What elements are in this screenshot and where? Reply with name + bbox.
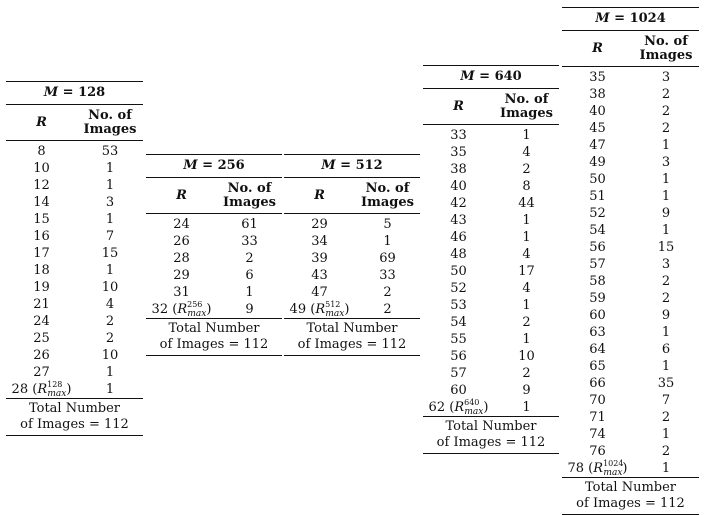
table-row [6,160,143,177]
col-count-line2: Images [223,194,276,210]
table-row [284,216,420,233]
col-count-header [217,178,282,213]
bottom-rule [423,453,559,454]
r-max-value: 78 [567,461,585,476]
cell-count: 1 [105,212,115,227]
col-count-line2: Images [639,47,693,63]
m-symbol: M [183,158,198,173]
cell-count: 1 [522,230,531,245]
cell-count: 1 [105,178,115,193]
col-count-line1: No. of [504,91,549,107]
table-m256 [146,154,282,356]
m-symbol: M [43,85,59,100]
cell-r: 51 [589,189,606,204]
cell-count: 9 [522,383,531,398]
m-symbol: M [595,11,610,26]
table-row [562,341,699,358]
table-row-max [284,301,420,318]
table-row [423,365,559,382]
table-row [562,222,699,239]
table-m512 [284,154,420,356]
table-row [562,375,699,392]
table-row [6,245,143,262]
col-count-header [633,31,699,66]
table-row [562,256,699,273]
cell-count: 69 [379,251,396,266]
col-count-line1: No. of [227,180,272,196]
total-footer [284,319,420,355]
cell-r: 16 [33,229,50,244]
cell-r: 40 [450,179,467,194]
table-row [6,177,143,194]
cell-r: 60 [589,308,606,323]
cell-count-max: 1 [661,461,671,476]
column-header [6,105,143,140]
table-row [423,348,559,365]
cell-count: 61 [241,217,258,232]
cell-r: 34 [311,234,328,249]
cell-r: 55 [450,332,467,347]
column-header [284,178,420,213]
cell-r: 50 [450,264,467,279]
cell-count: 44 [518,196,535,211]
cell-r: 31 [173,285,190,300]
cell-count: 2 [661,104,671,119]
cell-r: 56 [589,240,606,255]
cell-r: 35 [589,70,606,85]
table-row [562,103,699,120]
column-header [146,178,282,213]
cell-count: 15 [101,246,119,261]
cell-r: 8 [37,144,46,159]
r-max-sup: 128 [47,380,63,389]
table-row [6,143,143,160]
table-row [6,296,143,313]
cell-r: 60 [450,383,467,398]
cell-count: 5 [383,217,392,232]
cell-r-max: 49 $(R^{512}_{max})$ [289,300,350,319]
cell-count: 1 [105,263,115,278]
cell-count-max: 1 [105,382,115,397]
cell-count: 9 [661,308,671,323]
cell-count: 2 [661,274,671,289]
r-max-sup: 512 [325,300,341,309]
r-max-sub: max [47,389,67,399]
r-max-value: 28 [11,382,29,397]
total-line1: Total Number [168,321,260,336]
cell-count: 9 [661,206,671,221]
table-row [423,144,559,161]
table-row [6,313,143,330]
table-m128 [6,81,143,436]
cell-r: 26 [173,234,190,249]
cell-r: 74 [589,427,606,442]
cell-r: 14 [33,195,50,210]
col-count-line2: Images [500,105,553,121]
cell-count: 1 [383,234,392,249]
m-symbol: M [321,158,336,173]
cell-count: 2 [661,121,671,136]
cell-r: 59 [589,291,606,306]
cell-count: 35 [657,376,675,391]
cell-count-max: 1 [522,400,531,415]
col-r-header: R [36,115,47,130]
cell-r: 12 [33,178,50,193]
col-count-line2: Images [83,121,137,137]
cell-r: 49 [589,155,606,170]
total-line1: Total Number [584,480,677,495]
cell-r: 18 [33,263,50,278]
r-max-sub: max [464,407,484,417]
cell-count: 3 [105,195,115,210]
table-row [423,263,559,280]
cell-r-max: 28 $(R^{128}_{max})$ [11,380,72,399]
r-max-value: 49 [289,302,307,317]
table-row [284,284,420,301]
cell-count: 2 [105,314,115,329]
col-count-line1: No. of [644,33,688,49]
cell-r: 45 [589,121,606,136]
table-body [6,141,143,398]
cell-r: 26 [33,348,50,363]
r-max-sup: 1024 [603,459,624,468]
table-row [146,267,282,284]
cell-r: 15 [33,212,50,227]
cell-r: 57 [450,366,467,381]
m-value: = 128 [62,85,106,100]
m-header [6,82,143,104]
cell-r: 40 [589,104,606,119]
table-row [284,233,420,250]
cell-count: 2 [105,331,115,346]
col-r-header: R [592,41,603,56]
cell-r: 17 [33,246,50,261]
table-row [6,211,143,228]
cell-r: 71 [589,410,606,425]
table-row [423,382,559,399]
cell-r: 46 [450,230,467,245]
cell-count: 4 [105,297,115,312]
col-r-header: R [176,188,187,203]
r-max-symbol: R [177,302,188,317]
table-m640 [423,65,559,454]
cell-r: 21 [33,297,50,312]
m-header [284,155,420,177]
cell-count: 33 [379,268,396,283]
r-max-symbol: R [593,461,604,476]
table-row [6,279,143,296]
table-row-max [6,381,143,398]
col-count-line1: No. of [88,107,132,123]
col-count-header [77,105,143,140]
r-max-sup: 256 [187,300,203,309]
cell-count: 1 [661,172,671,187]
m-value: = 1024 [614,11,666,26]
total-line2: of Images = 112 [436,435,546,450]
cell-count-max: 2 [383,302,392,317]
table-row [562,324,699,341]
cell-count: 1 [522,298,531,313]
table-row [284,267,420,284]
cell-count: 1 [522,128,531,143]
cell-r: 64 [589,342,606,357]
table-row [423,280,559,297]
cell-count: 1 [661,189,671,204]
cell-r-max: 62 $(R^{640}_{max})$ [428,398,489,417]
cell-r: 33 [450,128,467,143]
r-max-sup: 640 [464,398,480,407]
cell-r: 25 [33,331,50,346]
table-row [423,314,559,331]
cell-count: 6 [661,342,671,357]
cell-r: 58 [589,274,606,289]
cell-count: 1 [245,285,254,300]
m-value: = 640 [479,69,522,84]
cell-count: 1 [661,325,671,340]
cell-r: 35 [450,145,467,160]
r-max-symbol: R [37,382,48,397]
cell-r: 76 [589,444,606,459]
m-value: = 512 [340,158,383,173]
cell-count: 1 [522,332,531,347]
m-header [423,66,559,88]
total-footer [6,399,143,435]
column-header [562,31,699,66]
cell-count: 2 [522,315,531,330]
total-line2: of Images = 112 [159,337,269,352]
r-max-sub: max [325,309,345,319]
m-value: = 256 [202,158,245,173]
cell-count: 3 [661,155,671,170]
cell-count: 3 [661,70,671,85]
cell-r-max: 32 $(R^{256}_{max})$ [151,300,212,319]
table-body [146,214,282,318]
table-row [423,161,559,178]
cell-count: 10 [101,348,119,363]
table-row [562,409,699,426]
table-row [146,216,282,233]
table-row [562,154,699,171]
cell-r: 27 [33,365,50,380]
cell-count: 8 [522,179,531,194]
table-row-max [146,301,282,318]
cell-r: 53 [450,298,467,313]
cell-r: 24 [33,314,50,329]
cell-r: 29 [173,268,190,283]
cell-count: 15 [657,240,675,255]
cell-count: 3 [661,257,671,272]
cell-r: 43 [311,268,328,283]
cell-r: 38 [450,162,467,177]
cell-count: 1 [661,138,671,153]
cell-r: 47 [311,285,328,300]
cell-count: 2 [522,366,531,381]
table-row [562,273,699,290]
cell-r: 39 [311,251,328,266]
table-row [423,195,559,212]
cell-count: 17 [518,264,535,279]
cell-count: 4 [522,281,531,296]
table-row [146,250,282,267]
table-row [562,239,699,256]
cell-count: 4 [522,247,531,262]
table-row [146,233,282,250]
cell-r: 52 [589,206,606,221]
table-row [562,137,699,154]
total-line1: Total Number [445,419,537,434]
cell-count-max: 9 [245,302,254,317]
cell-count: 2 [522,162,531,177]
cell-r: 50 [589,172,606,187]
r-max-symbol: R [315,302,326,317]
cell-count: 10 [518,349,535,364]
table-row [423,331,559,348]
table-row [562,86,699,103]
cell-count: 2 [245,251,254,266]
table-row [562,290,699,307]
table-row [423,246,559,263]
total-line2: of Images = 112 [297,337,407,352]
total-footer [423,417,559,453]
table-row [6,262,143,279]
total-footer [562,478,699,514]
col-r-header: R [314,188,325,203]
cell-r: 19 [33,280,50,295]
cell-count: 2 [661,291,671,306]
cell-r: 24 [173,217,190,232]
r-max-sub: max [187,309,207,319]
r-max-symbol: R [454,400,465,415]
table-row [423,212,559,229]
r-max-value: 62 [428,400,446,415]
table-row [6,228,143,245]
cell-r: 28 [173,251,190,266]
m-header [146,155,282,177]
total-line2: of Images = 112 [576,496,685,511]
bottom-rule [146,355,282,356]
table-row [6,330,143,347]
cell-r: 54 [589,223,606,238]
total-line1: Total Number [306,321,398,336]
cell-count: 1 [661,223,671,238]
cell-count: 7 [105,229,115,244]
table-row [6,364,143,381]
cell-r: 29 [311,217,328,232]
table-row [562,69,699,86]
r-max-sub: max [603,468,623,478]
table-body [423,125,559,416]
cell-r: 48 [450,247,467,262]
cell-r: 10 [33,161,50,176]
total-line1: Total Number [28,401,121,416]
table-row [562,443,699,460]
cell-r: 56 [450,349,467,364]
table-body [284,214,420,318]
table-row [6,194,143,211]
table-row [562,392,699,409]
cell-r: 38 [589,87,606,102]
table-row [423,229,559,246]
cell-r: 65 [589,359,606,374]
table-row [562,426,699,443]
m-header [562,8,699,30]
table-row-max [423,399,559,416]
table-body [562,67,699,477]
cell-r: 63 [589,325,606,340]
col-r-header: R [453,99,464,114]
cell-r: 52 [450,281,467,296]
table-row [423,178,559,195]
cell-count: 53 [101,144,119,159]
cell-r: 54 [450,315,467,330]
cell-count: 2 [661,444,671,459]
table-row [146,284,282,301]
cell-r: 47 [589,138,606,153]
cell-count: 10 [101,280,119,295]
cell-count: 1 [105,365,115,380]
table-row [562,188,699,205]
cell-count: 7 [661,393,671,408]
col-count-line1: No. of [365,180,410,196]
m-symbol: M [460,69,475,84]
table-row [562,171,699,188]
cell-count: 33 [241,234,258,249]
cell-r: 43 [450,213,467,228]
table-m1024 [562,7,699,515]
total-line2: of Images = 112 [20,417,129,432]
table-row [423,297,559,314]
cell-count: 2 [661,87,671,102]
table-row [423,127,559,144]
cell-r: 70 [589,393,606,408]
table-row [6,347,143,364]
bottom-rule [6,435,143,436]
column-header [423,89,559,124]
cell-count: 1 [661,427,671,442]
cell-count: 4 [522,145,531,160]
cell-r: 57 [589,257,606,272]
cell-count: 1 [661,359,671,374]
cell-count: 1 [105,161,115,176]
table-row [562,120,699,137]
cell-count: 6 [245,268,254,283]
cell-r: 66 [589,376,606,391]
cell-r: 42 [450,196,467,211]
cell-count: 2 [661,410,671,425]
table-row [562,358,699,375]
cell-count: 1 [522,213,531,228]
total-footer [146,319,282,355]
col-count-header [494,89,559,124]
bottom-rule [284,355,420,356]
col-count-line2: Images [361,194,414,210]
table-row-max [562,460,699,477]
table-row [562,205,699,222]
table-row [284,250,420,267]
cell-count: 2 [383,285,392,300]
col-count-header [355,178,420,213]
cell-r-max: 78 $(R^{1024}_{max})$ [567,459,628,478]
table-row [562,307,699,324]
r-max-value: 32 [151,302,169,317]
